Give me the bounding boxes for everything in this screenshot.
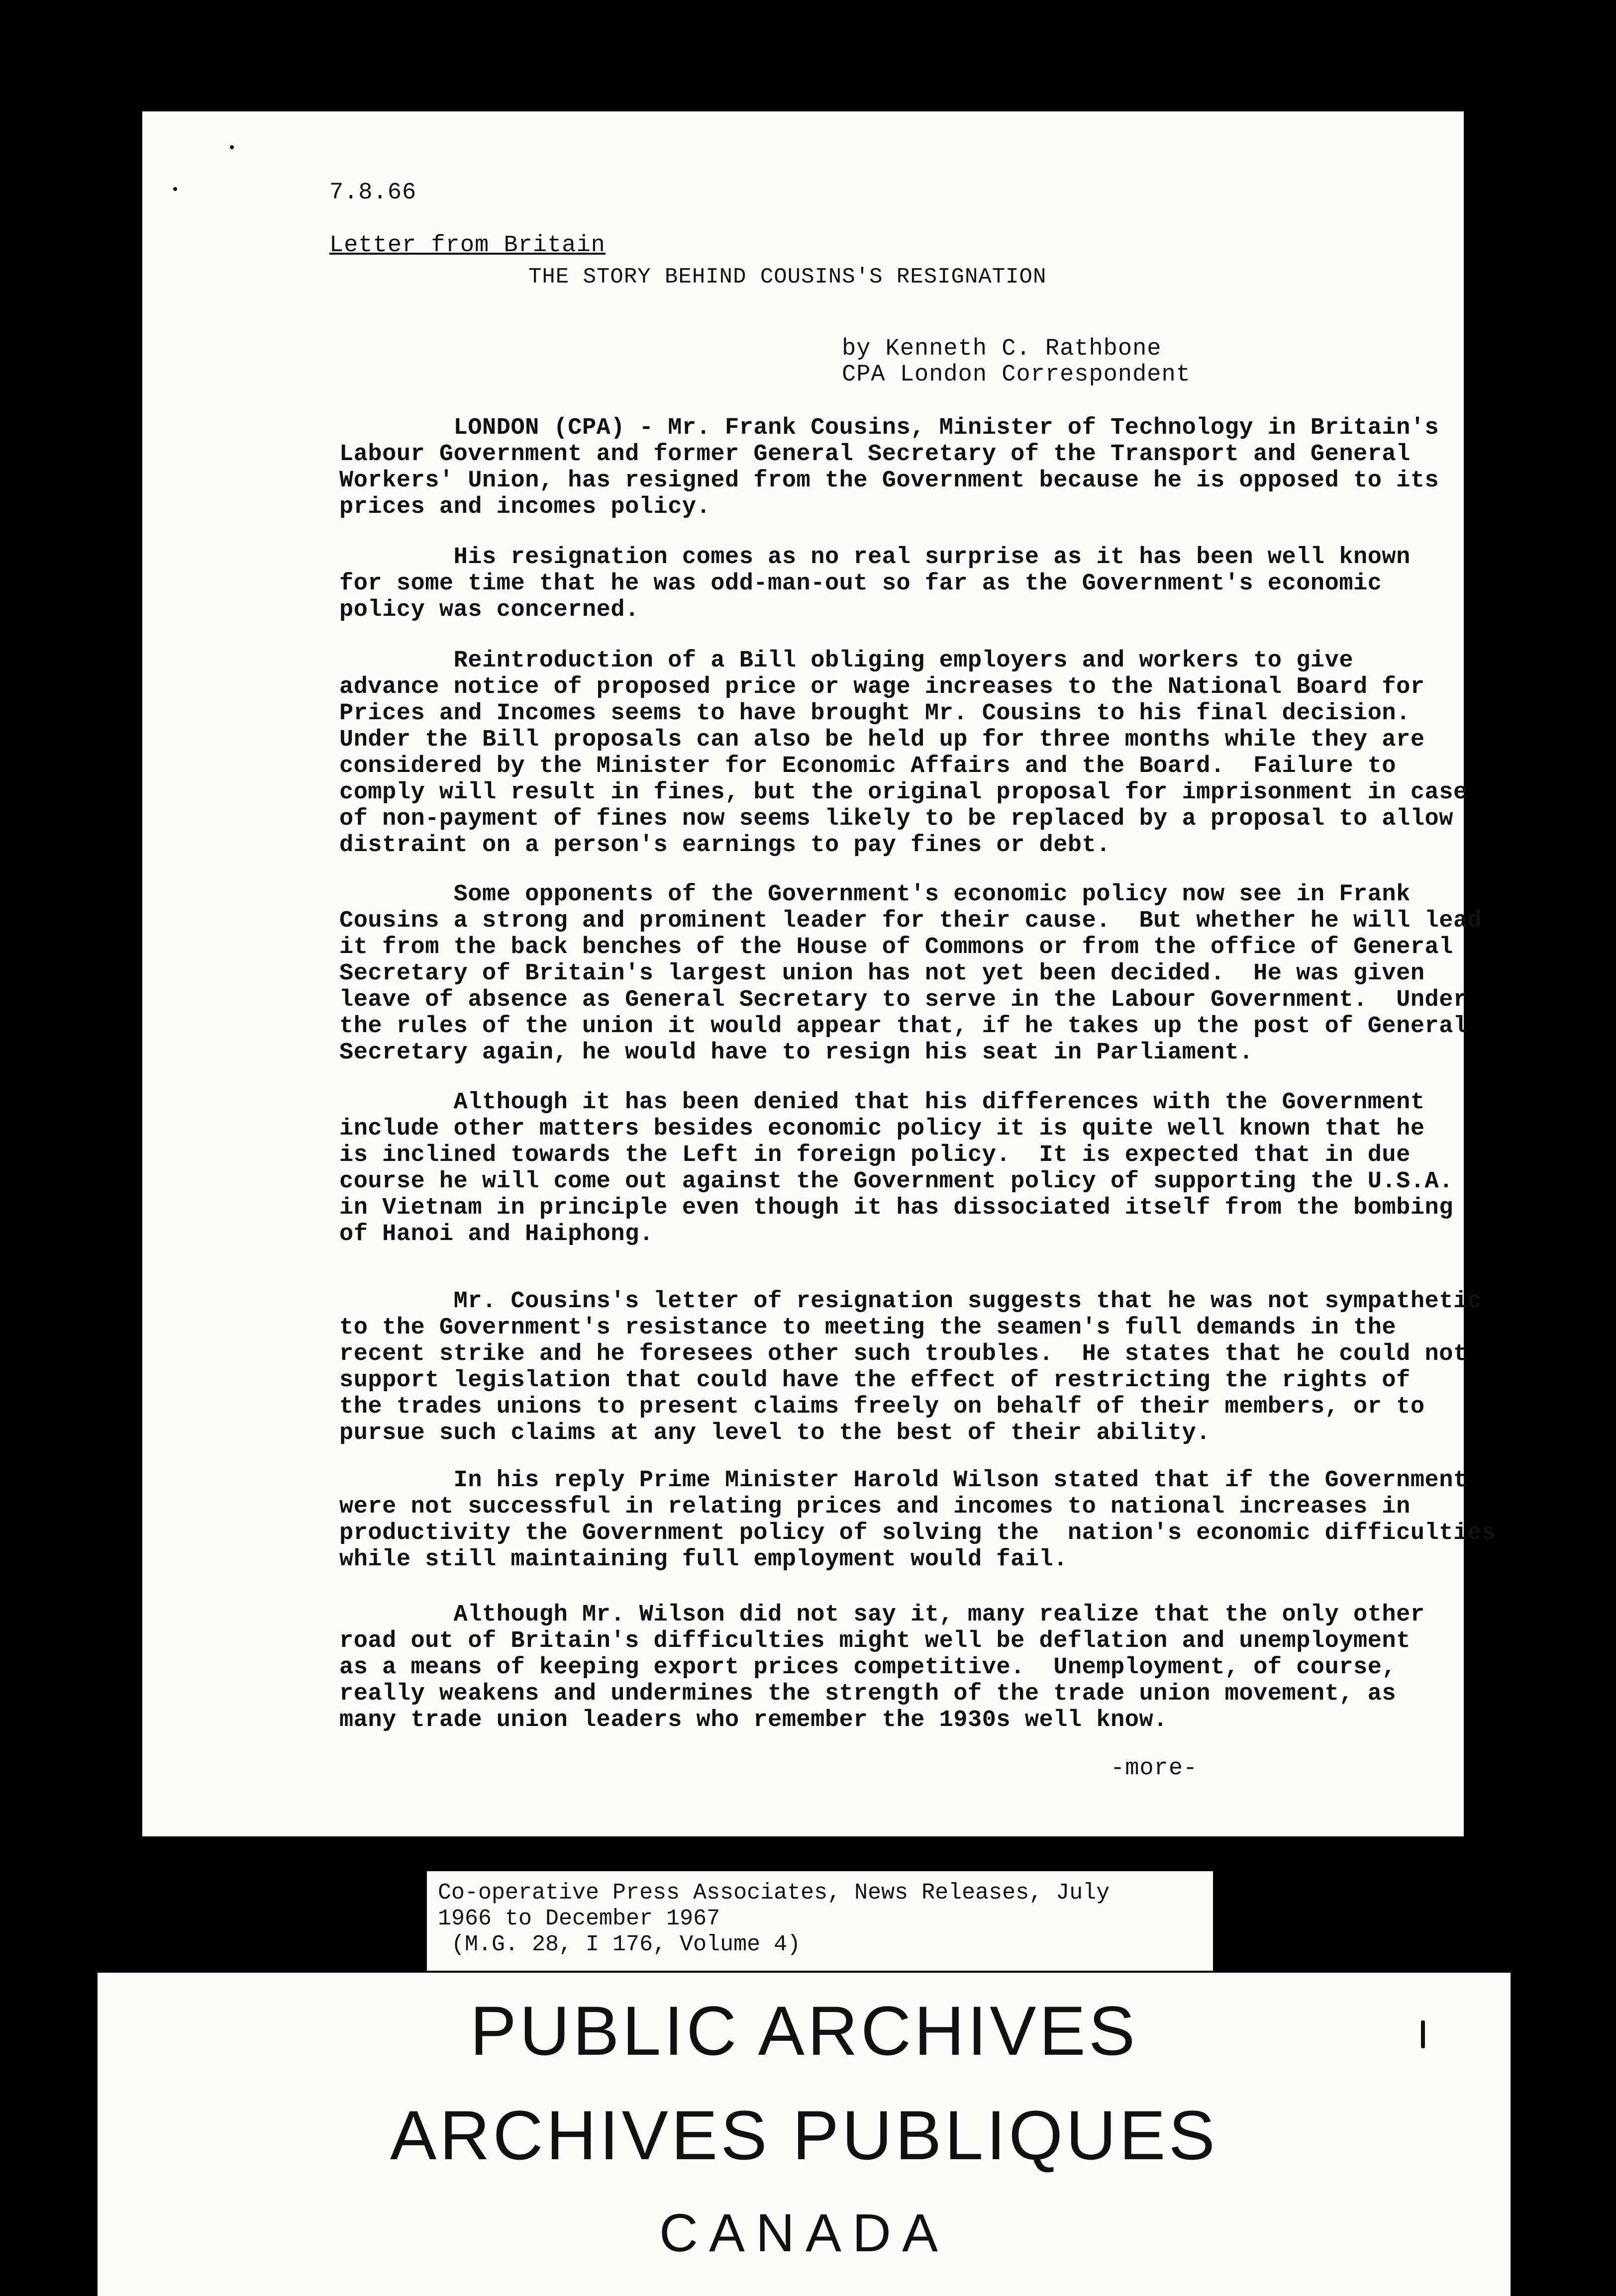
text-line: Prices and Incomes seems to have brought Mr. Cousins to his final decision. [339, 700, 1411, 727]
text-line: advance notice of proposed price or wage increases to the National Board for [339, 674, 1425, 700]
source-line: Co-operative Press Associates, News Releases, July [438, 1880, 1110, 1906]
text-line: the rules of the union it would appear that, if he takes up the post of General [339, 1013, 1468, 1040]
text-line: Cousins a strong and prominent leader for their cause. But whether he will lead [339, 908, 1482, 934]
text-line: Mr. Cousins's letter of resignation suggests that he was not sympathetic [339, 1288, 1482, 1315]
text-line: to the Government's resistance to meeting the seamen's full demands in the [339, 1315, 1397, 1341]
archives-stamp [98, 1973, 1511, 2296]
text-line: prices and incomes policy. [339, 494, 711, 520]
paragraph-1 [339, 415, 1464, 520]
text-line: road out of Britain's difficulties might well be deflation and unemployment [339, 1628, 1411, 1654]
text-line: were not successful in relating prices and incomes to national increases in [339, 1494, 1411, 1520]
continuation-marker: -more- [1111, 1755, 1198, 1782]
archives-line-country: CANADA [659, 2202, 949, 2263]
text-line: of non-payment of fines now seems likely to be replaced by a proposal to allow [339, 806, 1453, 832]
text-line: for some time that he was odd-man-out so far as the Government's economic [339, 571, 1382, 597]
text-line: Although Mr. Wilson did not say it, many realize that the only other [339, 1602, 1425, 1628]
text-line: Although it has been denied that his differences with the Government [339, 1089, 1425, 1116]
document-date: 7.8.66 [329, 180, 417, 206]
text-line: productivity the Government policy of solving the nation's economic difficulties [339, 1520, 1497, 1546]
text-line: In his reply Prime Minister Harold Wilson stated that if the Government [339, 1467, 1468, 1494]
source-line: 1966 to December 1967 [438, 1906, 720, 1931]
paragraph-6 [339, 1288, 1482, 1446]
source-line: (M.G. 28, I 176, Volume 4) [438, 1932, 801, 1957]
text-line: course he will come out against the Government policy of supporting the U.S.A. [339, 1168, 1453, 1195]
text-line: it from the back benches of the House of Commons or from the office of General [339, 934, 1453, 960]
text-line: include other matters besides economic policy it is quite well known that he [339, 1116, 1425, 1142]
document-heading: Letter from Britain [329, 232, 606, 259]
text-line: LONDON (CPA) - Mr. Frank Cousins, Minister of Technology in Britain's [339, 415, 1439, 441]
speck-mark [173, 187, 177, 191]
document-page [142, 111, 1497, 1836]
text-line: Some opponents of the Government's economic policy now see in Frank [339, 881, 1411, 908]
text-line: pursue such claims at any level to the best of their ability. [339, 1420, 1211, 1446]
speck-mark [1421, 2020, 1425, 2048]
source-label [427, 1871, 1213, 1971]
byline-role: CPA London Correspondent [842, 362, 1191, 388]
text-line: leave of absence as General Secretary to serve in the Labour Government. Under [339, 987, 1468, 1013]
text-line: the trades unions to present claims freely on behalf of their members, or to [339, 1394, 1425, 1420]
paragraph-5 [339, 1089, 1464, 1247]
text-line: really weakens and undermines the strength of the trade union movement, as [339, 1681, 1397, 1707]
text-line: distraint on a person's earnings to pay fines or debt. [339, 832, 1111, 859]
byline-author: by Kenneth C. Rathbone [842, 336, 1162, 362]
paragraph-7 [339, 1467, 1497, 1573]
paragraph-3 [339, 648, 1468, 859]
text-line: in Vietnam in principle even though it has dissociated itself from the bombing [339, 1195, 1453, 1221]
text-line: Under the Bill proposals can also be held up for three months while they are [339, 727, 1425, 753]
text-line: Labour Government and former General Secretary of the Transport and General [339, 441, 1411, 468]
text-line: His resignation comes as no real surprise as it has been well known [339, 544, 1411, 571]
paragraph-2 [339, 544, 1464, 623]
text-line: Workers' Union, has resigned from the Government because he is opposed to its [339, 468, 1439, 494]
text-line: Reintroduction of a Bill obliging employers and workers to give [339, 648, 1354, 674]
text-line: of Hanoi and Haiphong. [339, 1221, 654, 1247]
text-line: policy was concerned. [339, 597, 639, 623]
archives-line-english: PUBLIC ARCHIVES [470, 1992, 1138, 2070]
text-line: comply will result in fines, but the original proposal for imprisonment in case [339, 779, 1468, 806]
text-line: many trade union leaders who remember the 1930s well know. [339, 1707, 1168, 1733]
text-line: while still maintaining full employment would fail. [339, 1546, 1068, 1573]
text-line: recent strike and he foresees other such troubles. He states that he could not [339, 1341, 1468, 1367]
archives-line-french: ARCHIVES PUBLIQUES [390, 2096, 1218, 2174]
text-line: as a means of keeping export prices competitive. Unemployment, of course, [339, 1654, 1397, 1681]
text-line: Secretary of Britain's largest union has not yet been decided. He was given [339, 960, 1425, 987]
text-line: support legislation that could have the effect of restricting the rights of [339, 1367, 1411, 1394]
speck-mark [230, 145, 234, 149]
text-line: considered by the Minister for Economic Affairs and the Board. Failure to [339, 753, 1397, 779]
text-line: Secretary again, he would have to resign his seat in Parliament. [339, 1040, 1254, 1066]
paragraph-4 [339, 881, 1482, 1066]
paragraph-8 [339, 1602, 1464, 1733]
document-title: THE STORY BEHIND COUSINS'S RESIGNATION [528, 265, 1047, 289]
text-line: is inclined towards the Left in foreign policy. It is expected that in due [339, 1142, 1411, 1168]
